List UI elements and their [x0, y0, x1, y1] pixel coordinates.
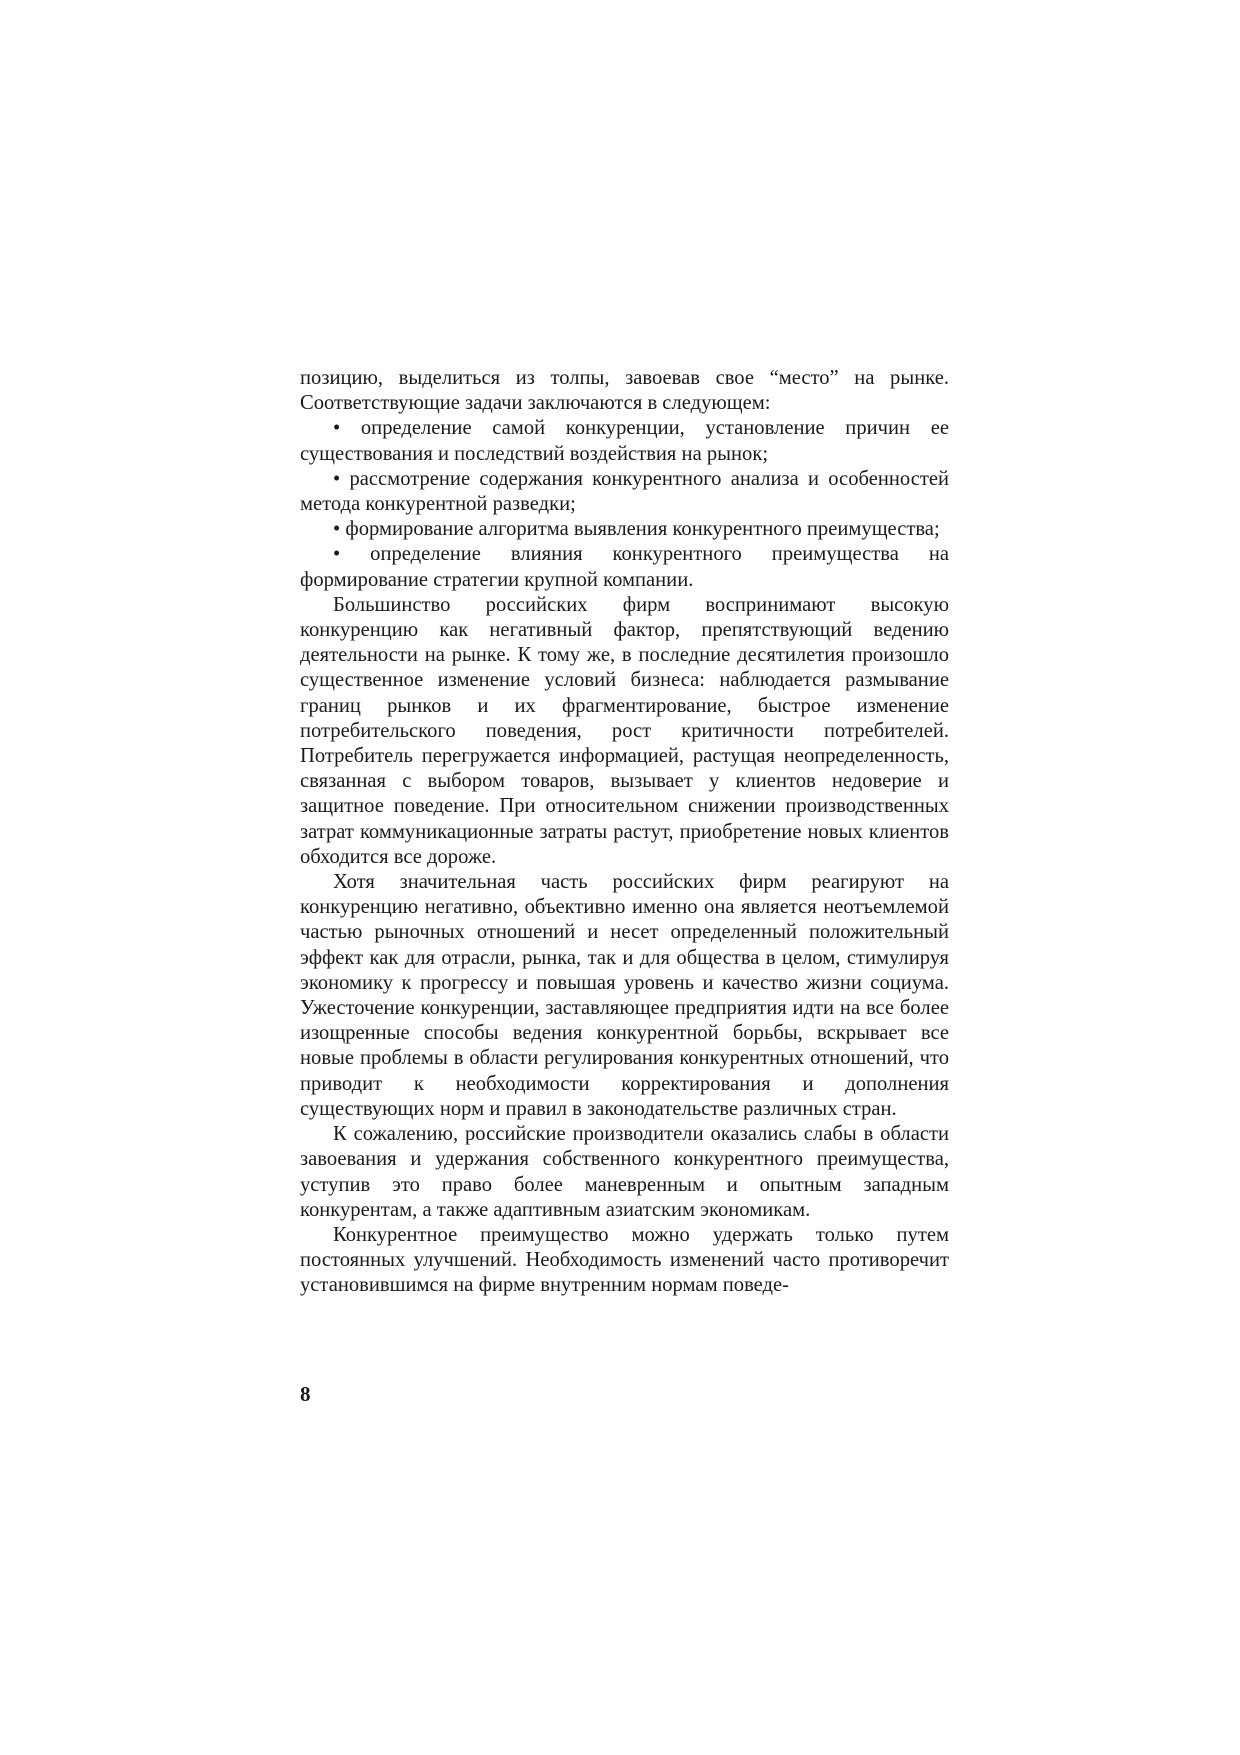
continuation-paragraph: позицию, выделиться из толпы, завоевав свое “место” на рынке. Соответствующие задачи заключаются в следующем:	[300, 367, 949, 415]
paragraph-competition-positive: Хотя значительная часть российских фирм реагируют на конкуренцию негативно, объективно именно она является неотъемлемой частью рыночных отношений и несет определенный положительный эффект как для отрасли, рынка, так и для общества в целом, стимулируя экономику к прогрессу и повышая уровень и качество жизни социума. Ужесточение конкуренции, заставляющее предприятия идти на все более изощренные способы ведения конкурентной борьбы, вскрывает все новые проблемы в области регулирования конкурентных отношений, что приводит к необходимости корректирования и дополнения существующих норм и правил в законодательстве различных стран.	[300, 871, 949, 1120]
bullet-item-1: • определение самой конкуренции, установление причин ее существования и последствий воздействия на рынок;	[300, 417, 949, 465]
bullet-item-2: • рассмотрение содержания конкурентного анализа и особенностей метода конкурентной разведки;	[300, 467, 949, 516]
bullet-item-4: • определение влияния конкурентного преимущества на формирование стратегии крупной компании.	[300, 543, 949, 591]
paragraph-competition-perception: Большинство российских фирм воспринимают высокую конкуренцию как негативный фактор, препятствующий ведению деятельности на рынке. К тому же, в последние десятилетия произошло существенное изменение условий бизнеса: наблюдается размывание границ рынков и их фрагментирование, быстрое изменение потребительского поведения, рост критичности потребителей. Потребитель перегружается информацией, растущая неопределенность, связанная с выбором товаров, вызывает у клиентов недоверие и защитное поведение. При относительном снижении производственных затрат коммуникационные затраты растут, приобретение новых клиентов обходится все дороже.	[300, 593, 949, 868]
bullet-item-3: • формирование алгоритма выявления конкурентного преимущества;	[333, 518, 940, 541]
paragraph-russian-producers: К сожалению, российские производители оказались слабы в области завоевания и удержания собственного конкурентного преимущества, уступив это право более маневренным и опытным западным конкурентам, а также адаптивным азиатским экономикам.	[300, 1123, 949, 1221]
page-number: 8	[300, 1382, 311, 1406]
body-text	[300, 366, 949, 1299]
paragraph-competitive-advantage: Конкурентное преимущество можно удержать только путем постоянных улучшений. Необходимость изменений часто противоречит установившимся на фирме внутренним нормам поведе-	[300, 1223, 949, 1297]
